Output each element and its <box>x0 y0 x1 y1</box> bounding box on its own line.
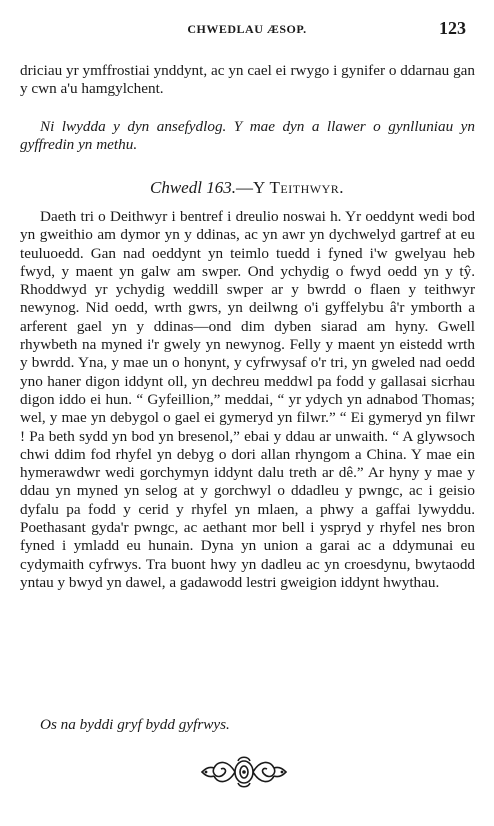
page-header <box>20 18 474 42</box>
fable-title <box>0 178 494 198</box>
first-moral: Ni lwydda y dyn ansefydlog. Y mae dyn a llawer o gynlluniau yn gyffredin yn methu. <box>20 118 475 154</box>
fable-title-label: Chwedl 163. <box>150 178 236 197</box>
page-number: 123 <box>439 18 466 38</box>
continued-paragraph: driciau yr ymffrostiai ynddynt, ac yn cael ei rwygo i gynifer o ddarnau gan y cwn a'u hamgylchent. <box>20 62 475 98</box>
running-head: CHWEDLAU ÆSOP. <box>187 22 307 36</box>
second-moral: Os na byddi gryf bydd gyfrwys. <box>40 716 230 733</box>
fable-title-dash: — <box>235 178 253 197</box>
fable-title-name: Y Teithwyr. <box>252 178 344 197</box>
tailpiece-ornament-icon <box>200 752 288 792</box>
fable-body: Daeth tri o Deithwyr i bentref i dreulio noswai h. Yr oeddynt wedi bod yn gweithio am dymor yn y ddinas, ac yn awr yn dychwelyd gartref at eu teuluoedd. Gan nad oeddynt yn teimlo tuedd i fyned i'w gwelyau heb fwyd, y maent yn galw am swper. Ond ychydig o fwyd oedd yn y tŷ. Rhoddwyd yr ychydig weddill swper ar y bwrdd o flaen y teithwyr newynog. Nid oedd, wrth gwrs, yn deilwng o'i gyffelybu â'r ymborth a arferent gael yn y ddinas—ond dim dyben siarad am hyny. Gwell rhywbeth na myned i'r gwely yn newynog. Felly y maent yn eistedd wrth y bwrdd. Yna, y mae un o honynt, y cyfrwysaf o'r tri, yn gweled nad oedd yno haner digon iddynt oll, yn dechreu meddwl pa fodd y gallasai sicrhau digon iddo ei hun. “ Gyfeillion,” meddai, “ yr ydych yn adnabod Thomas; wel, y mae yn debygol o gael ei gymeryd yn filwr.” “ Ei gymeryd yn filwr ! Pa beth sydd yn bod yn bresenol,” ebai y ddau ar unwaith. “ A glywsoch chwi ddim fod rhyfel yn debyg o dori allan rhyngom a China. Y mae ein hymerawdwr wedi gorchymyn iddynt dalu treth ar dê.” Ar hyny y mae y ddau yn myned yn selog at y gorchwyl o ddadleu y pwngc, ac i geisio dyfalu pa fodd y cerid y rhyfel yn mlaen, a phwy a gaffai lywyddu. Poethasant gyda'r pwngc, ac aethant mor bell i yspryd y rhyfel nes bron fyned i ymladd eu hunain. Dyna yn union a garai ac a ddymunai eu cydymaith cyfrwys. Tra buont hwy yn dadleu ac yn croesdynu, bwytaodd yntau y bwyd yn dawel, a gadawodd lestri gweigion iddynt hwythau. <box>20 208 475 591</box>
